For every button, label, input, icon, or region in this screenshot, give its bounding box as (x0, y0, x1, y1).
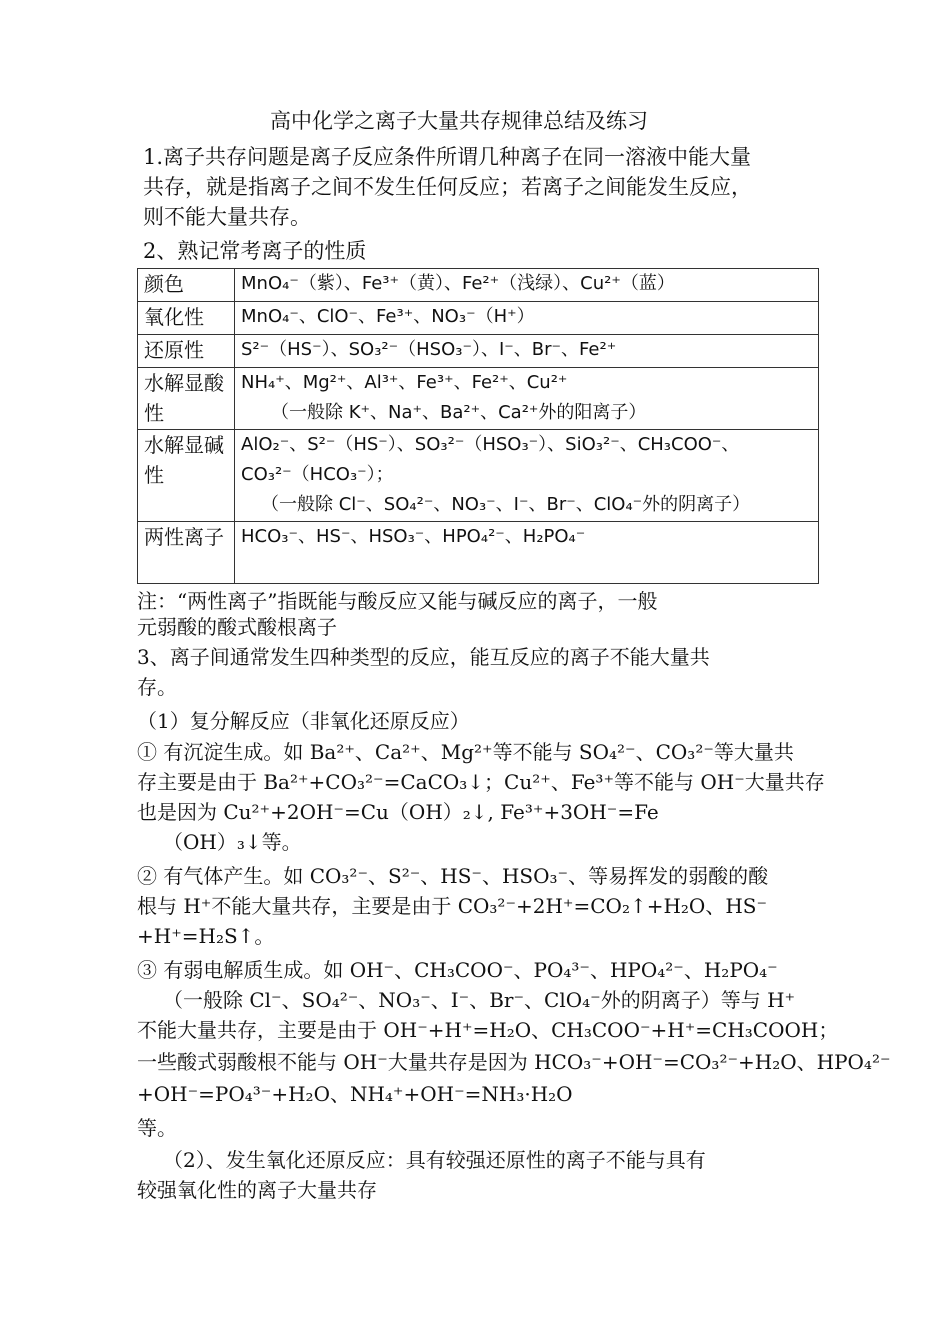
table-value-cell (235, 335, 819, 368)
table-row (138, 269, 819, 302)
note-line-2: 元弱酸的酸式酸根离子 (137, 615, 337, 639)
table-value-cell (235, 302, 819, 335)
table-value-cell (235, 522, 819, 584)
table-value-line: （一般除 Cl⁻、SO₄²⁻、NO₃⁻、I⁻、Br⁻、ClO₄⁻外的阴离子） (261, 494, 751, 515)
table-value-line: （一般除 K⁺、Na⁺、Ba²⁺、Ca²⁺外的阳离子） (271, 402, 647, 423)
table-value-line: AlO₂⁻、S²⁻（HS⁻）、SO₃²⁻（HSO₃⁻）、SiO₃²⁻、CH₃COO⁻、 (241, 434, 740, 455)
table-row (138, 430, 819, 522)
subsection-2-line-1: （2）、发生氧化还原反应：具有较强还原性的离子不能与具有 (163, 1148, 706, 1172)
section-2-heading: 2、熟记常考离子的性质 (143, 239, 367, 263)
table-value-cell (235, 368, 819, 430)
table-value-line: CO₃²⁻（HCO₃⁻）； (241, 464, 394, 485)
para-1-line-3: 也是因为 Cu²⁺+2OH⁻=Cu（OH）₂↓, Fe³⁺+3OH⁻=Fe (137, 800, 659, 824)
table-key-cell: 两性离子 (138, 522, 235, 584)
intro-line-3: 则不能大量共存。 (143, 205, 311, 229)
para-3-line-3: 不能大量共存，主要是由于 OH⁻+H⁺=H₂O、CH₃COO⁻+H⁺=CH₃COOH； (137, 1018, 839, 1042)
para-1-line-4: （OH）₃↓等。 (163, 830, 302, 854)
table-value-line: S²⁻（HS⁻）、SO₃²⁻（HSO₃⁻）、I⁻、Br⁻、Fe²⁺ (241, 339, 617, 360)
para-2-line-2: 根与 H⁺不能大量共存，主要是由于 CO₃²⁻+2H⁺=CO₂↑+H₂O、HS⁻ (137, 894, 768, 918)
para-1-line-2: 存主要是由于 Ba²⁺+CO₃²⁻=CaCO₃↓；Cu²⁺、Fe³⁺等不能与 OH⁻大量共存 (137, 770, 825, 794)
ion-properties-table (137, 268, 819, 584)
table-value-cell (235, 430, 819, 522)
para-3-line-4: 一些酸式弱酸根不能与 OH⁻大量共存是因为 HCO₃⁻+OH⁻=CO₃²⁻+H₂O、HPO₄²⁻ (137, 1050, 891, 1074)
para-3-line-1: ③ 有弱电解质生成。如 OH⁻、CH₃COO⁻、PO₄³⁻、HPO₄²⁻、H₂PO₄⁻ (137, 958, 778, 982)
subsection-1-heading: （1）复分解反应（非氧化还原反应） (137, 709, 470, 733)
para-3-line-5: +OH⁻=PO₄³⁻+H₂O、NH₄⁺+OH⁻=NH₃·H₂O (137, 1082, 573, 1106)
table-key-cell: 氧化性 (138, 302, 235, 335)
subsection-2-line-2: 较强氧化性的离子大量共存 (137, 1178, 377, 1202)
table-key-cell: 水解显碱性 (138, 430, 235, 522)
para-2-line-1: ② 有气体产生。如 CO₃²⁻、S²⁻、HS⁻、HSO₃⁻、等易挥发的弱酸的酸 (137, 864, 769, 888)
section-3-line-2: 存。 (137, 675, 177, 699)
table-row (138, 302, 819, 335)
section-3-line-1: 3、离子间通常发生四种类型的反应，能互反应的离子不能大量共 (137, 645, 710, 669)
table-value-line: NH₄⁺、Mg²⁺、Al³⁺、Fe³⁺、Fe²⁺、Cu²⁺ (241, 372, 568, 393)
document-title: 高中化学之离子大量共存规律总结及练习 (270, 109, 648, 133)
table-value-line: MnO₄⁻（紫）、Fe³⁺（黄）、Fe²⁺（浅绿）、Cu²⁺（蓝） (241, 273, 675, 294)
table-row (138, 335, 819, 368)
table-value-line: HCO₃⁻、HS⁻、HSO₃⁻、HPO₄²⁻、H₂PO₄⁻ (241, 526, 586, 547)
table-key-cell: 还原性 (138, 335, 235, 368)
table-key-cell: 颜色 (138, 269, 235, 302)
table-key-cell: 水解显酸性 (138, 368, 235, 430)
intro-line-2: 共存，就是指离子之间不发生任何反应；若离子之间能发生反应， (143, 175, 752, 199)
table-value-line: MnO₄⁻、ClO⁻、Fe³⁺、NO₃⁻（H⁺） (241, 306, 535, 327)
note-line-1: 注：“两性离子”指既能与酸反应又能与碱反应的离子，一般 (137, 589, 658, 613)
intro-line-1: 1.离子共存问题是离子反应条件所谓几种离子在同一溶液中能大量 (143, 145, 752, 169)
table-value-cell (235, 269, 819, 302)
table-row (138, 522, 819, 584)
para-2-line-3: +H⁺=H₂S↑。 (137, 924, 275, 948)
para-1-line-1: ① 有沉淀生成。如 Ba²⁺、Ca²⁺、Mg²⁺等不能与 SO₄²⁻、CO₃²⁻等大量共 (137, 740, 794, 764)
para-3-line-6: 等。 (137, 1116, 177, 1140)
table-row (138, 368, 819, 430)
para-3-line-2: （一般除 Cl⁻、SO₄²⁻、NO₃⁻、I⁻、Br⁻、ClO₄⁻外的阴离子）等与 H⁺ (163, 988, 796, 1012)
